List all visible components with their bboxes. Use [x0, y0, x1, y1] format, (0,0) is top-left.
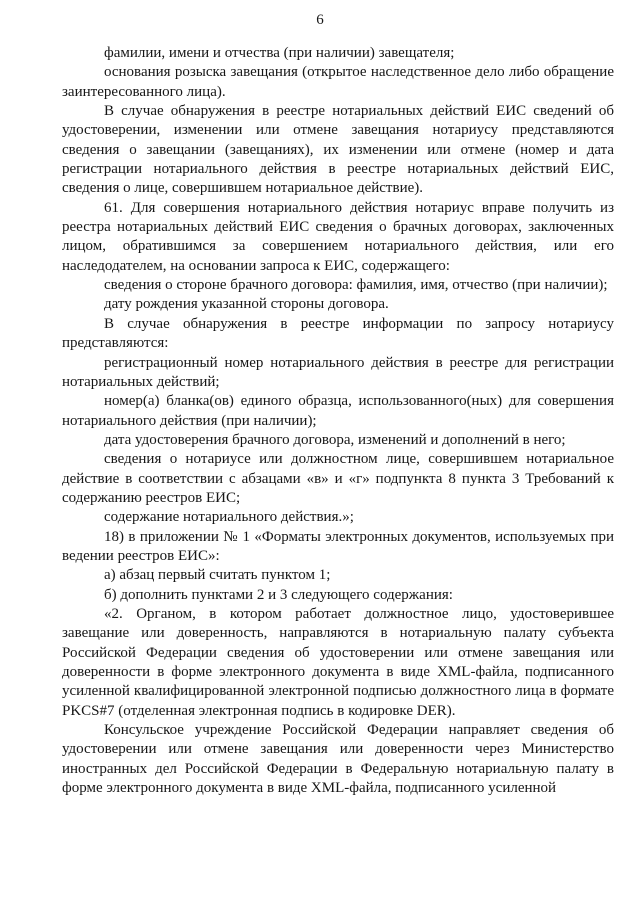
paragraph-info-found: В случае обнаружения в реестре информации по запросу нотариусу представляются:	[62, 315, 614, 352]
paragraph-contract-date: дата удостоверения брачного договора, изменений и дополнений в него;	[104, 431, 566, 448]
paragraph-will-found: В случае обнаружения в реестре нотариальных действий ЕИС сведений об удостоверении, изменении или отмене завещания нотариусу представляются сведения о завещании (завещаниях), их изменении или отмене (номер и дата регистрации нотариального действия в реестре нотариальных действий ЕИС, сведения о лице, совершившем нотариальное действие).	[62, 103, 614, 197]
paragraph-registration-number: регистрационный номер нотариального действия в реестре для регистрации нотариальных действий;	[62, 354, 614, 390]
paragraph-consulate: Консульское учреждение Российской Федерации направляет сведения об удостоверении или отмене завещания или доверенности через Министерство иностранных дел Российской Федерации в Федеральную нотариальную палату в форме электронного документа в виде XML-файла, подписанного усиленной	[62, 722, 614, 797]
page-number: 6	[316, 12, 324, 28]
paragraph-item-61: 61. Для совершения нотариального действия нотариус вправе получить из реестра нотариальных действий ЕИС сведения о брачных договорах, заключенных лицом, обратившимся за совершением нотариального действия, или его наследодателем, на основании запроса к ЕИС, содержащего:	[62, 199, 614, 274]
paragraph-contract-party: сведения о стороне брачного договора: фамилия, имя, отчество (при наличии);	[104, 277, 608, 294]
paragraph-search-grounds: основания розыска завещания (открытое наследственное дело либо обращение заинтересованного лица).	[62, 64, 614, 100]
document-body	[62, 44, 614, 798]
paragraph-clause-2: «2. Органом, в котором работает должностное лицо, удостоверившее завещание или доверенность, направляются в нотариальную палату субъекта Российской Федерации сведения об удостоверении или отмене завещания или доверенности в форме электронного документа в виде XML-файла, подписанного усиленной квалифицированной электронной подписью должностного лица в формате PKCS#7 (отделенная электронная подпись в кодировке DER).	[62, 605, 614, 719]
paragraph-item-18: 18) в приложении № 1 «Форматы электронных документов, используемых при ведении реестров ЕИС»:	[62, 528, 614, 564]
paragraph-testator-name: фамилии, имени и отчества (при наличии) завещателя;	[104, 45, 455, 61]
paragraph-birth-date: дату рождения указанной стороны договора.	[104, 296, 389, 313]
paragraph-action-content: содержание нотариального действия.»;	[104, 509, 354, 526]
paragraph-notary-info: сведения о нотариусе или должностном лице, совершившем нотариальное действие в соответствии с абзацами «в» и «г» подпункта 8 пункта 3 Требований к содержанию реестров ЕИС;	[62, 451, 614, 506]
paragraph-blank-number: номер(а) бланка(ов) единого образца, использованного(ных) для совершения нотариального действия (при наличии);	[62, 393, 614, 429]
paragraph-subitem-a: а) абзац первый считать пунктом 1;	[104, 567, 331, 584]
paragraph-subitem-b: б) дополнить пунктами 2 и 3 следующего содержания:	[104, 586, 453, 603]
